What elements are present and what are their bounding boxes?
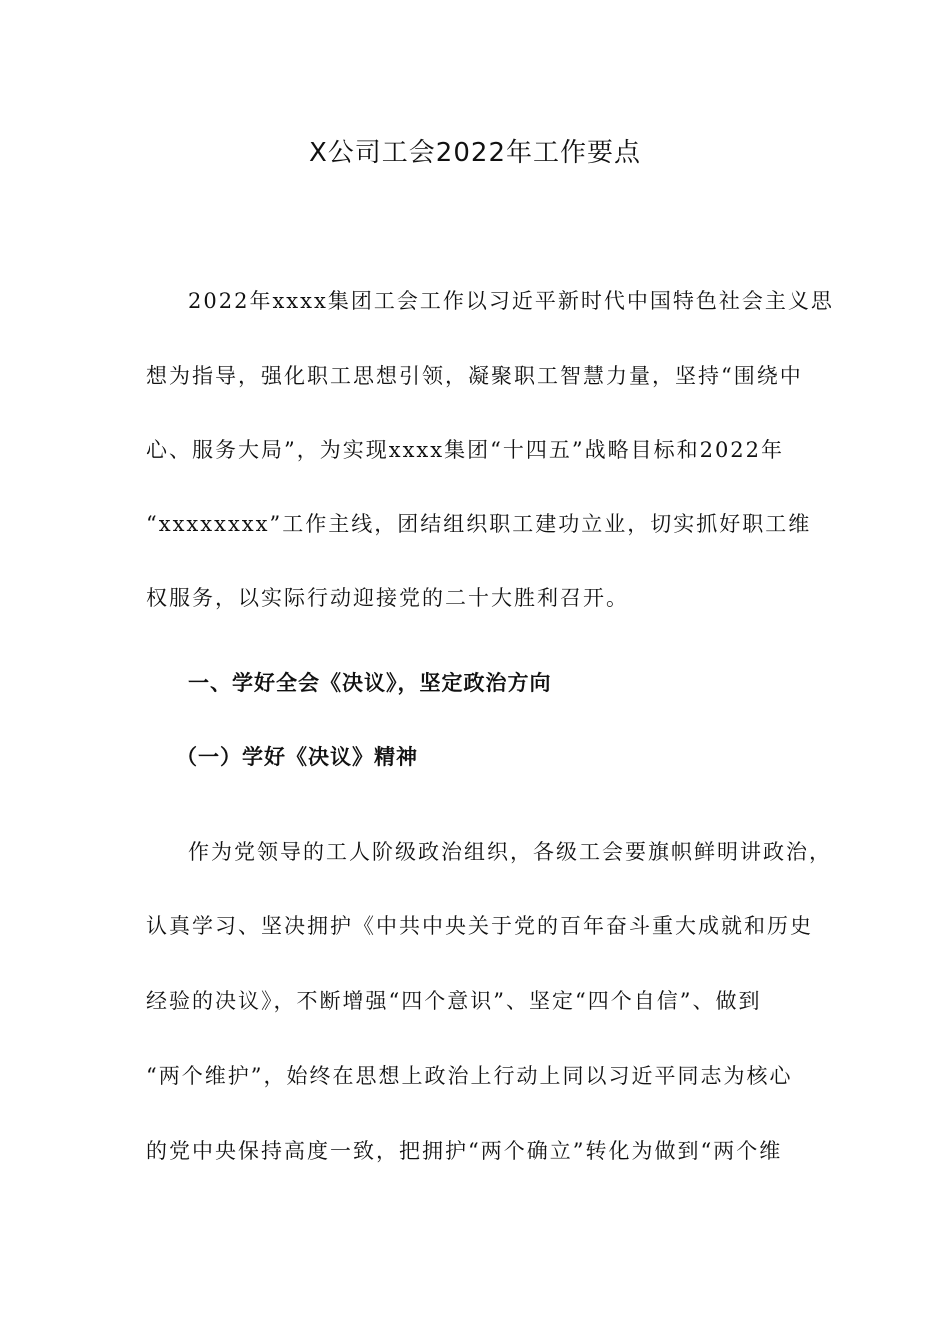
body-line-1: 作为党领导的工人阶级政治组织，各级工会要旗帜鲜明讲政治， [188, 840, 832, 864]
body-line-3: 经验的决议》，不断增强“四个意识”、坚定“四个自信”、做到 [146, 989, 762, 1013]
intro-line-1: 2022年xxxx集团工会工作以习近平新时代中国特色社会主义思 [188, 289, 834, 313]
body-line-2: 认真学习、坚决拥护《中共中央关于党的百年奋斗重大成就和历史 [146, 914, 813, 938]
section-1-heading: 一、学好全会《决议》，坚定政治方向 [188, 671, 552, 695]
intro-line-4: “xxxxxxxx”工作主线，团结组织职工建功立业，切实抓好职工维 [146, 512, 812, 536]
body-line-5: 的党中央保持高度一致，把拥护“两个确立”转化为做到“两个维 [146, 1139, 783, 1163]
intro-line-5: 权服务，以实际行动迎接党的二十大胜利召开。 [146, 586, 629, 610]
intro-line-2: 想为指导，强化职工思想引领，凝聚职工智慧力量，坚持“围绕中 [146, 364, 803, 388]
body-line-4: “两个维护”，始终在思想上政治上行动上同以习近平同志为核心 [146, 1064, 793, 1088]
subsection-1-heading: （一）学好《决议》精神 [176, 744, 418, 769]
intro-line-3: 心、服务大局”，为实现xxxx集团“十四五”战略目标和2022年 [146, 438, 785, 462]
document-title: X公司工会2022年工作要点 [309, 138, 641, 168]
